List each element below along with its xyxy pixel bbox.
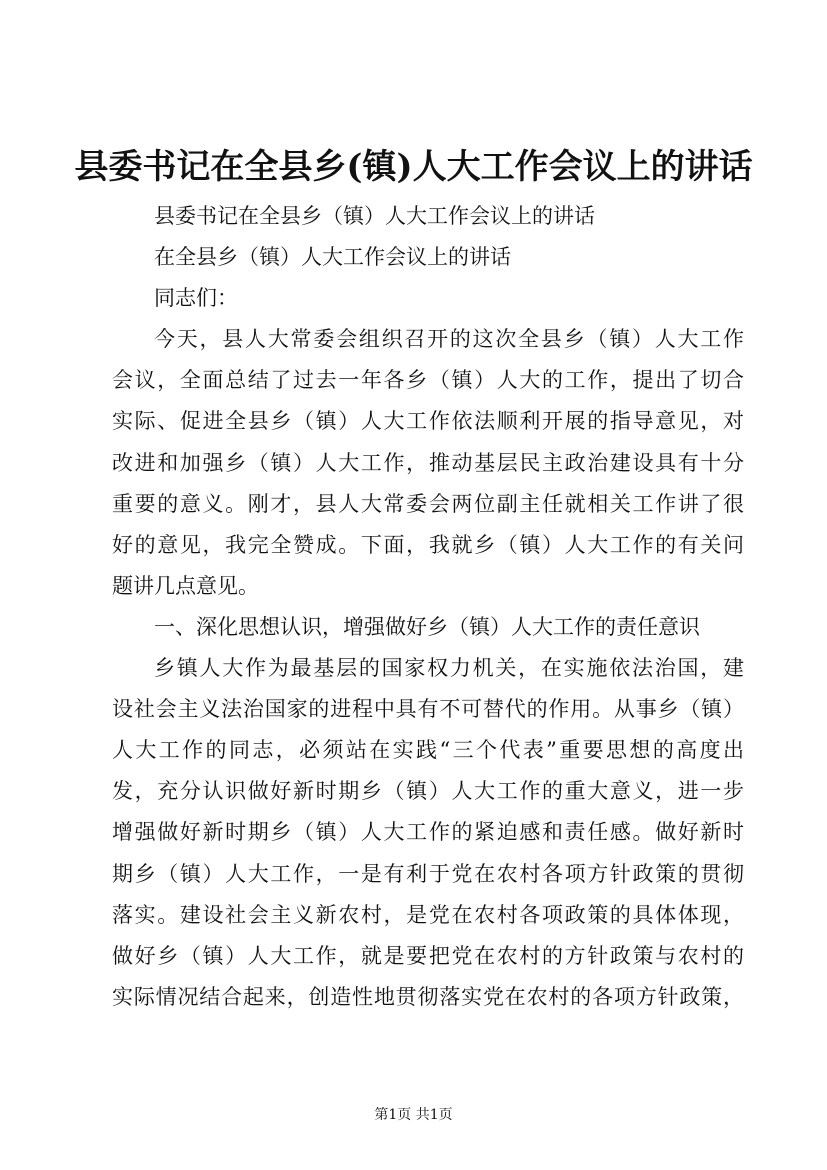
section-heading: 一、深化思想认识，增强做好乡（镇）人大工作的责任意识	[154, 614, 700, 639]
page-footer: 第1页 共1页	[374, 1107, 453, 1123]
subtitle-line: 县委书记在全县乡（镇）人大工作会议上的讲话	[154, 204, 595, 228]
paragraph-line: 会议，全面总结了过去一年各乡（镇）人大的工作，提出了切合	[112, 368, 744, 393]
paragraph-line: 实际、促进全县乡（镇）人大工作依法顺利开展的指导意见，对	[112, 409, 744, 434]
paragraph-line: 发，充分认识做好新时期乡（镇）人大工作的重大意义，进一步	[112, 779, 744, 804]
salutation: 同志们：	[154, 286, 238, 311]
paragraph-line: 增强做好新时期乡（镇）人大工作的紧迫感和责任感。做好新时	[112, 820, 744, 845]
paragraph-line: 期乡（镇）人大工作，一是有利于党在农村各项方针政策的贯彻	[112, 861, 744, 886]
paragraph-line: 人大工作的同志，必须站在实践“三个代表”重要思想的高度出	[112, 738, 744, 763]
paragraph-line: 重要的意义。刚才，县人大常委会两位副主任就相关工作讲了很	[112, 491, 744, 516]
paragraph-line: 落实。建设社会主义新农村，是党在农村各项政策的具体体现，	[112, 902, 744, 927]
document-title: 县委书记在全县乡(镇)人大工作会议上的讲话	[74, 147, 753, 187]
paragraph-line: 实际情况结合起来，创造性地贯彻落实党在农村的各项方针政策，	[112, 984, 744, 1009]
paragraph-line: 好的意见，我完全赞成。下面，我就乡（镇）人大工作的有关问	[112, 532, 744, 557]
paragraph-line: 题讲几点意见。	[112, 573, 259, 598]
paragraph-line: 设社会主义法治国家的进程中具有不可替代的作用。从事乡（镇）	[112, 697, 744, 722]
paragraph-line: 今天，县人大常委会组织召开的这次全县乡（镇）人大工作	[154, 327, 744, 352]
subtitle-line: 在全县乡（镇）人大工作会议上的讲话	[154, 245, 511, 270]
document-body	[112, 196, 744, 1018]
paragraph-line: 做好乡（镇）人大工作，就是要把党在农村的方针政策与农村的	[112, 943, 744, 968]
paragraph-line: 改进和加强乡（镇）人大工作，推动基层民主政治建设具有十分	[112, 450, 744, 475]
paragraph-line: 乡镇人大作为最基层的国家权力机关，在实施依法治国，建	[154, 656, 744, 681]
